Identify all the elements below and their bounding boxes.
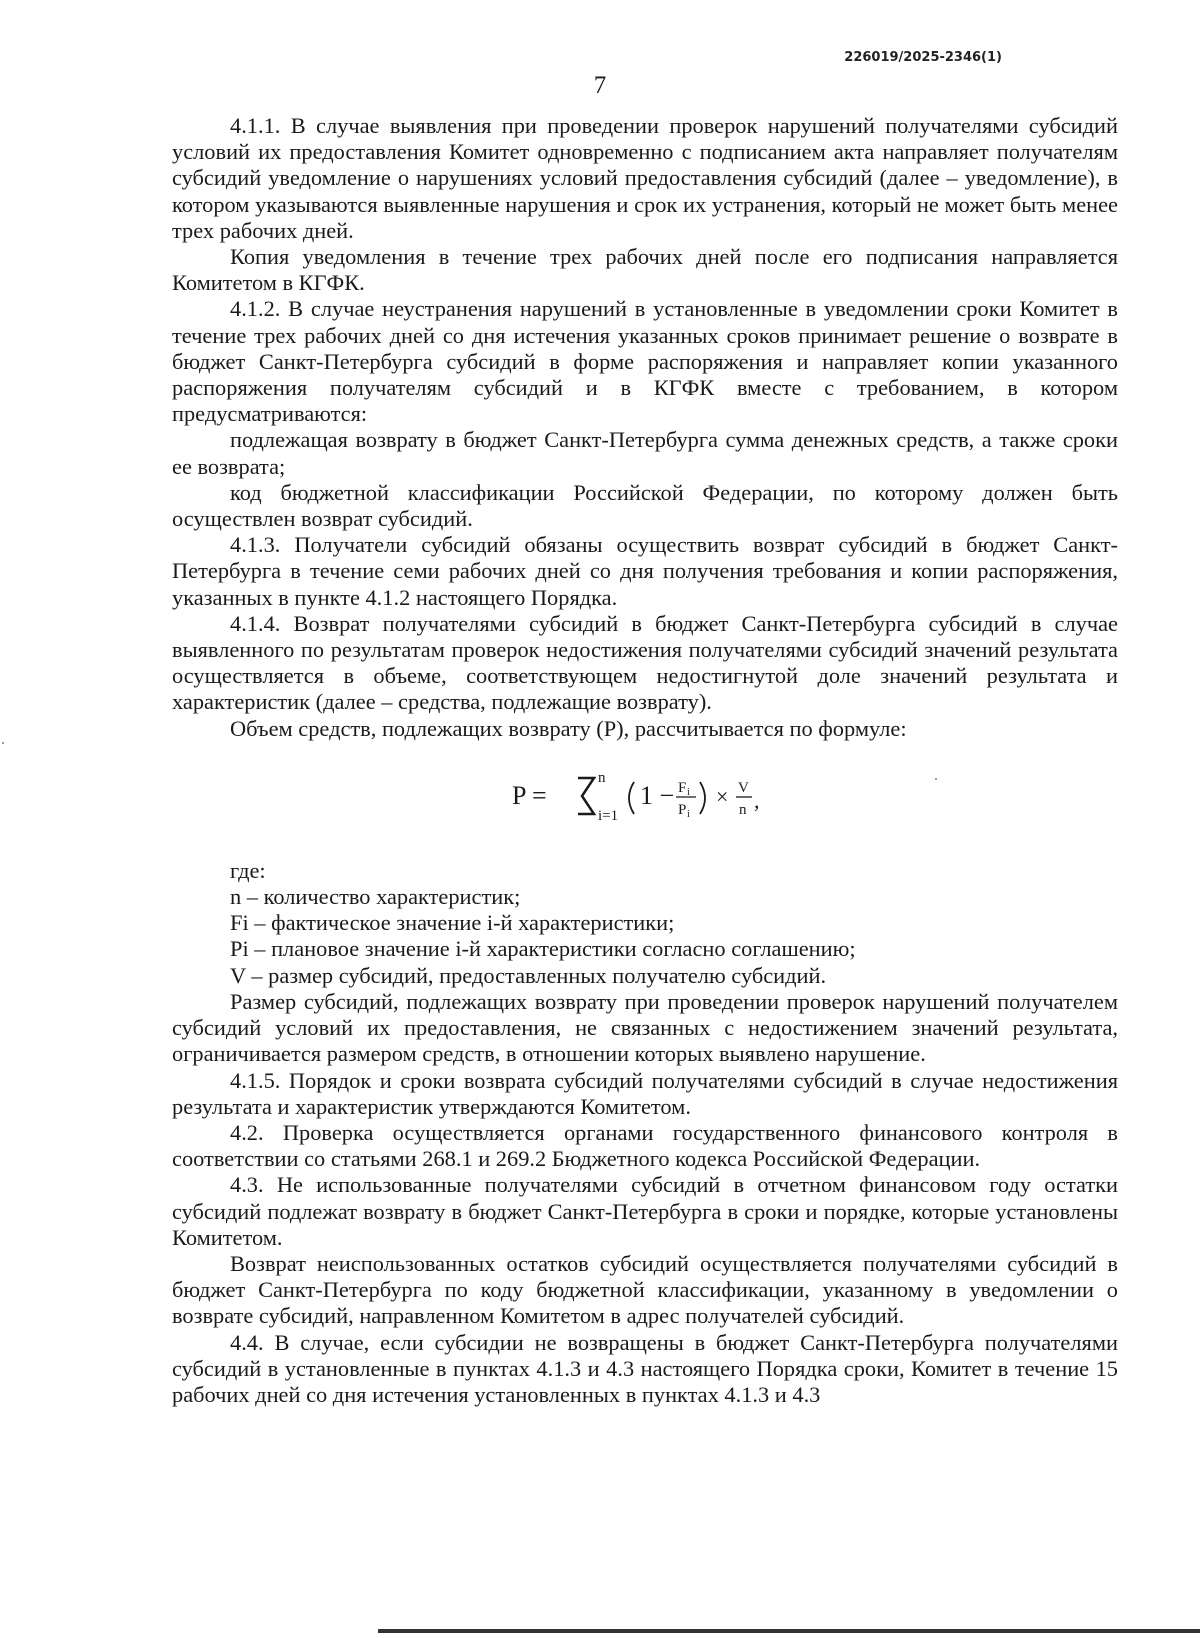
formula-sum-top: n	[598, 769, 606, 786]
formula-frac-num: F	[678, 779, 687, 796]
paragraph-formula-intro: Объем средств, подлежащих возврату (Р), рассчитывается по формуле:	[230, 715, 907, 741]
formula-v-num: V	[738, 779, 749, 796]
scan-artifact	[2, 742, 4, 744]
formula-frac-num-sub: i	[687, 786, 690, 798]
paragraph-4-2: 4.2. Проверка осуществляется органами государственного финансового контроля в соответствии со статьями 268.1 и 269.2 Бюджетного кодекса Российской Федерации.	[172, 1119, 1118, 1172]
document-body	[172, 113, 1118, 1408]
paragraph-4-3: 4.3. Не использованные получателями субсидий в отчетном финансовом году остатки субсидий подлежат возврату в бюджет Санкт-Петербурга в сроки и порядке, которые установлены Комитетом.	[172, 1172, 1118, 1250]
refund-formula	[172, 748, 1118, 846]
document-number: 226019/2025-2346(1)	[844, 50, 1002, 65]
formula-comma: ,	[754, 787, 760, 813]
scan-artifact	[935, 778, 937, 780]
formula-times: ×	[716, 783, 729, 809]
paragraph-4-1-1: 4.1.1. В случае выявления при проведении проверок нарушений получателями субсидий условий их предоставления Комитет одновременно с подписанием акта направляет получателям субсидий уведомление о нарушениях условий предоставления субсидий (далее – уведомление), в котором указываются выявленные нарушения и срок их устранения, который не может быть менее трех рабочих дней.	[172, 113, 1118, 243]
formula-frac-den-sub: i	[687, 808, 690, 820]
paragraph-4-4: 4.4. В случае, если субсидии не возвращены в бюджет Санкт-Петербурга получателями субсидий в установленные в пунктах 4.1.3 и 4.3 настоящего Порядка сроки, Комитет в течение 15 рабочих дней со дня истечения установленных в пунктах 4.1.3 и 4.3	[172, 1329, 1118, 1407]
paragraph-4-1-4: 4.1.4. Возврат получателями субсидий в бюджет Санкт-Петербурга субсидий в случае выявленного по результатам проверок недостижения получателями субсидий значений результата осуществляется в объеме, соответствующем недостигнутой доле значений результата и характеристик (далее – средства, подлежащие возврату).	[172, 610, 1118, 715]
paragraph-amount: подлежащая возврату в бюджет Санкт-Петербурга сумма денежных средств, а также сроки ее возврата;	[172, 427, 1118, 479]
paragraph-unused-return: Возврат неиспользованных остатков субсидий осуществляется получателями субсидий в бюджет Санкт-Петербурга по коду бюджетной классификации, указанному в уведомлении о возврате субсидий, направленном Комитетом в адрес получателей субсидий.	[172, 1250, 1118, 1329]
formula-v-den: n	[739, 801, 747, 818]
legend-item-pi: Pi – плановое значение i-й характеристики согласно соглашению;	[230, 936, 856, 962]
paragraph-refund-size: Размер субсидий, подлежащих возврату при проведении проверок нарушений получателем субсидий условий их предоставления, не связанных с недостижением значений результата, ограничивается размером средств, в отношении которых выявлено нарушение.	[172, 988, 1118, 1067]
formula-sum-bottom: i=1	[598, 807, 619, 824]
formula-frac-den: P	[678, 801, 687, 818]
formula-legend	[172, 858, 1118, 989]
sum-symbol-icon	[578, 778, 594, 814]
legend-item-n: n – количество характеристик;	[230, 884, 521, 910]
page-number: 7	[593, 72, 607, 99]
paragraph-4-1-2: 4.1.2. В случае неустранения нарушений в установленные в уведомлении сроки Комитет в течение трех рабочих дней со дня истечения указанных сроков принимает решение о возврате в бюджет Санкт-Петербурга субсидий в форме распоряжения и направляет копии указанного распоряжения получателям субсидий и в КГФК вместе с требованием, в котором предусматриваются:	[172, 296, 1118, 427]
paragraph-4-1-5: 4.1.5. Порядок и сроки возврата субсидий получателями субсидий в случае недостижения результата и характеристик утверждаются Комитетом.	[172, 1067, 1118, 1119]
left-paren-icon	[629, 782, 634, 814]
legend-item-v: V – размер субсидий, предоставленных получателю субсидий.	[230, 962, 827, 988]
right-paren-icon	[700, 782, 705, 814]
formula-legend-label: где:	[230, 857, 266, 883]
paragraph-copy-notice: Копия уведомления в течение трех рабочих дней после его подписания направляется Комитетом в КГФК.	[172, 244, 1118, 296]
paragraph-4-1-3: 4.1.3. Получатели субсидий обязаны осуществить возврат субсидий в бюджет Санкт-Петербурга в течение семи рабочих дней со дня получения требования и копии распоряжения, указанных в пункте 4.1.2 настоящего Порядка.	[172, 532, 1118, 610]
formula-one-minus: 1 −	[640, 780, 675, 810]
paragraph-budget-code: код бюджетной классификации Российской Федерации, по которому должен быть осуществлен возврат субсидий.	[172, 479, 1118, 532]
scan-edge-line	[378, 1629, 1200, 1633]
legend-item-fi: Fi – фактическое значение i-й характеристики;	[230, 910, 675, 936]
formula-lhs: P =	[512, 780, 547, 810]
